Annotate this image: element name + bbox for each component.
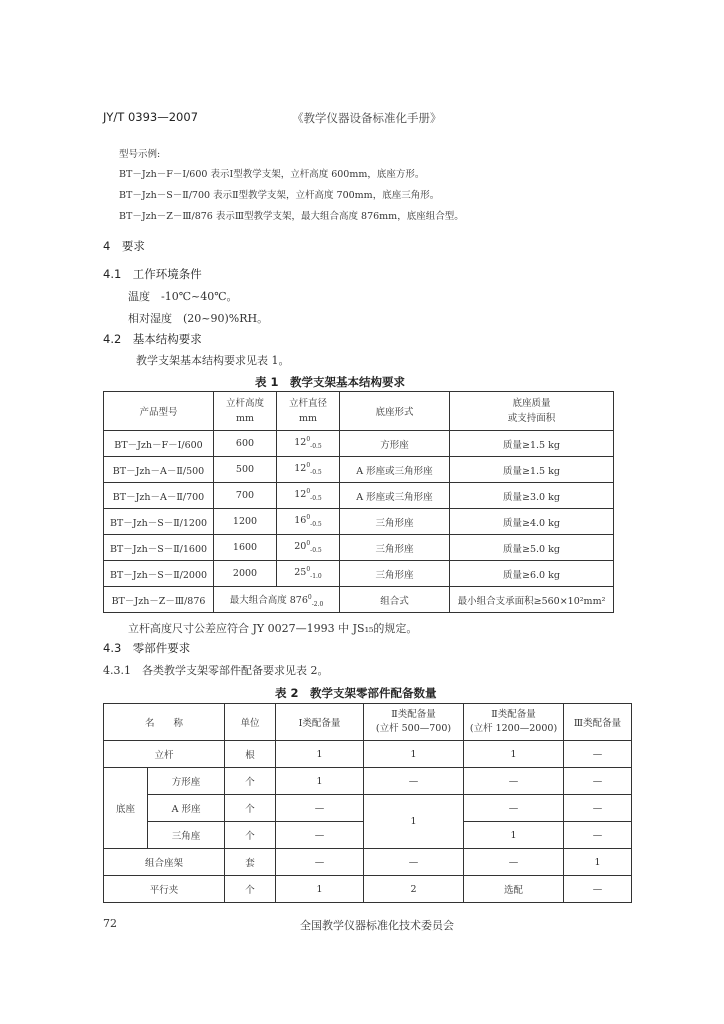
example-line: BT－Jzh－S－Ⅱ/700 表示Ⅱ型教学支架，立杆高度 700mm，底座三角形。	[119, 190, 440, 201]
cell-c3: —	[564, 822, 632, 849]
cell-c2a: —	[364, 849, 464, 876]
header-book-title: 《教学仪器设备标准化手册》	[292, 111, 442, 125]
cell-base: 三角形座	[340, 535, 450, 561]
section-4-2-heading: 4.2 基本结构要求	[103, 332, 202, 346]
header-name: 名 称	[104, 704, 225, 741]
section-4-3-1-text: 4.3.1 各类教学支架零部件配备要求见表 2。	[103, 664, 329, 677]
cell-c3: —	[564, 768, 632, 795]
cell-name: 立杆	[104, 741, 225, 768]
example-line: BT－Jzh－F－Ⅰ/600 表示Ⅰ型教学支架，立杆高度 600mm，底座方形。	[119, 169, 425, 180]
cell-c1: —	[276, 822, 364, 849]
header-model: 产品型号	[104, 392, 214, 431]
cell-height: 700	[214, 483, 277, 509]
cell-mass: 质量≥4.0 kg	[450, 509, 614, 535]
table-row	[104, 483, 614, 509]
table-row	[104, 741, 632, 768]
table-1-caption: 表 1 教学支架基本结构要求	[255, 375, 406, 389]
cell-name: 三角座	[148, 822, 225, 849]
cell-max-height: 最大组合高度 $876^0_{-2.0}$	[214, 587, 340, 613]
cell-c2a: —	[364, 768, 464, 795]
table-1	[103, 391, 614, 613]
cell-name: 平行夹	[104, 876, 225, 903]
cell-mass: 质量≥5.0 kg	[450, 535, 614, 561]
cell-model: BT－Jzh－A－Ⅱ/500	[104, 457, 214, 483]
cell-base: A 形座或三角形座	[340, 457, 450, 483]
cell-c3: —	[564, 795, 632, 822]
cell-mass: 质量≥1.5 kg	[450, 431, 614, 457]
header-class-1: Ⅰ类配备量	[276, 704, 364, 741]
cell-c2b: —	[464, 795, 564, 822]
table-row	[104, 876, 632, 903]
cell-c2b: 选配	[464, 876, 564, 903]
table-row	[104, 431, 614, 457]
cell-mass: 最小组合支承面积≥560×10²mm²	[450, 587, 614, 613]
cell-c1: —	[276, 795, 364, 822]
cell-mass: 质量≥3.0 kg	[450, 483, 614, 509]
cell-diameter: $16^0_{-0.5}$	[277, 509, 340, 535]
cell-c1: —	[276, 849, 364, 876]
header-code: JY/T 0393—2007	[103, 110, 199, 124]
table-row	[104, 509, 614, 535]
table-2	[103, 703, 632, 903]
cell-c2a-merged: 1	[364, 795, 464, 849]
examples-title: 型号示例:	[119, 149, 161, 160]
header-height: 立杆高度 mm	[214, 392, 277, 431]
temperature-text: 温度 -10℃~40℃。	[128, 290, 238, 303]
cell-diameter: $25^0_{-1.0}$	[277, 561, 340, 587]
cell-c2a: 2	[364, 876, 464, 903]
footer-organization: 全国教学仪器标准化技术委员会	[300, 919, 454, 932]
humidity-text: 相对湿度 (20~90)%RH。	[128, 312, 269, 325]
page-number: 72	[103, 917, 117, 930]
cell-model: BT－Jzh－S－Ⅱ/1200	[104, 509, 214, 535]
cell-model: BT－Jzh－F－Ⅰ/600	[104, 431, 214, 457]
cell-c1: 1	[276, 768, 364, 795]
cell-mass: 质量≥6.0 kg	[450, 561, 614, 587]
cell-height: 1600	[214, 535, 277, 561]
section-4-1-heading: 4.1 工作环境条件	[103, 267, 202, 281]
cell-diameter: $20^0_{-0.5}$	[277, 535, 340, 561]
cell-c3: —	[564, 876, 632, 903]
cell-unit: 个	[225, 768, 276, 795]
cell-c2b: —	[464, 849, 564, 876]
cell-name: A 形座	[148, 795, 225, 822]
table-row	[104, 768, 632, 795]
header-class-2b: Ⅱ类配备量 (立杆 1200—2000)	[464, 704, 564, 741]
cell-base: 三角形座	[340, 561, 450, 587]
table-row	[104, 587, 614, 613]
cell-mass: 质量≥1.5 kg	[450, 457, 614, 483]
cell-c2b: 1	[464, 822, 564, 849]
header-mass: 底座质量 或支持面积	[450, 392, 614, 431]
cell-height: 500	[214, 457, 277, 483]
table-row	[104, 457, 614, 483]
cell-height: 2000	[214, 561, 277, 587]
cell-base: 组合式	[340, 587, 450, 613]
header-base: 底座形式	[340, 392, 450, 431]
cell-c2a: 1	[364, 741, 464, 768]
tolerance-text: 立杆高度尺寸公差应符合 JY 0027—1993 中 JS₁₅的规定。	[128, 622, 418, 635]
table-2-header-row	[104, 704, 632, 741]
cell-model: BT－Jzh－Z－Ⅲ/876	[104, 587, 214, 613]
cell-height: 600	[214, 431, 277, 457]
cell-name: 方形座	[148, 768, 225, 795]
cell-model: BT－Jzh－S－Ⅱ/2000	[104, 561, 214, 587]
table-row	[104, 535, 614, 561]
cell-c2b: —	[464, 768, 564, 795]
cell-unit: 套	[225, 849, 276, 876]
section-4-3-heading: 4.3 零部件要求	[103, 641, 191, 655]
cell-height: 1200	[214, 509, 277, 535]
table-row	[104, 849, 632, 876]
header-class-3: Ⅲ类配备量	[564, 704, 632, 741]
cell-base-group: 底座	[104, 768, 148, 849]
cell-c2b: 1	[464, 741, 564, 768]
cell-c3: —	[564, 741, 632, 768]
cell-model: BT－Jzh－A－Ⅱ/700	[104, 483, 214, 509]
header-class-2a: Ⅱ类配备量 (立杆 500—700)	[364, 704, 464, 741]
cell-unit: 个	[225, 876, 276, 903]
cell-base: 方形座	[340, 431, 450, 457]
cell-unit: 根	[225, 741, 276, 768]
cell-base: A 形座或三角形座	[340, 483, 450, 509]
header-diameter: 立杆直径 mm	[277, 392, 340, 431]
table-row	[104, 561, 614, 587]
section-4-heading: 4 要求	[103, 239, 145, 253]
cell-unit: 个	[225, 822, 276, 849]
cell-model: BT－Jzh－S－Ⅱ/1600	[104, 535, 214, 561]
cell-unit: 个	[225, 795, 276, 822]
cell-diameter: $12^0_{-0.5}$	[277, 457, 340, 483]
cell-diameter: $12^0_{-0.5}$	[277, 431, 340, 457]
example-line: BT－Jzh－Z－Ⅲ/876 表示Ⅲ型教学支架，最大组合高度 876mm，底座组合型。	[119, 211, 464, 222]
cell-base: 三角形座	[340, 509, 450, 535]
header-unit: 单位	[225, 704, 276, 741]
cell-c1: 1	[276, 876, 364, 903]
table-2-caption: 表 2 教学支架零部件配备数量	[275, 686, 437, 700]
cell-c1: 1	[276, 741, 364, 768]
section-4-2-text: 教学支架基本结构要求见表 1。	[136, 354, 290, 367]
table-1-header-row	[104, 392, 614, 431]
cell-diameter: $12^0_{-0.5}$	[277, 483, 340, 509]
cell-name: 组合座架	[104, 849, 225, 876]
cell-c3: 1	[564, 849, 632, 876]
table-row	[104, 795, 632, 822]
